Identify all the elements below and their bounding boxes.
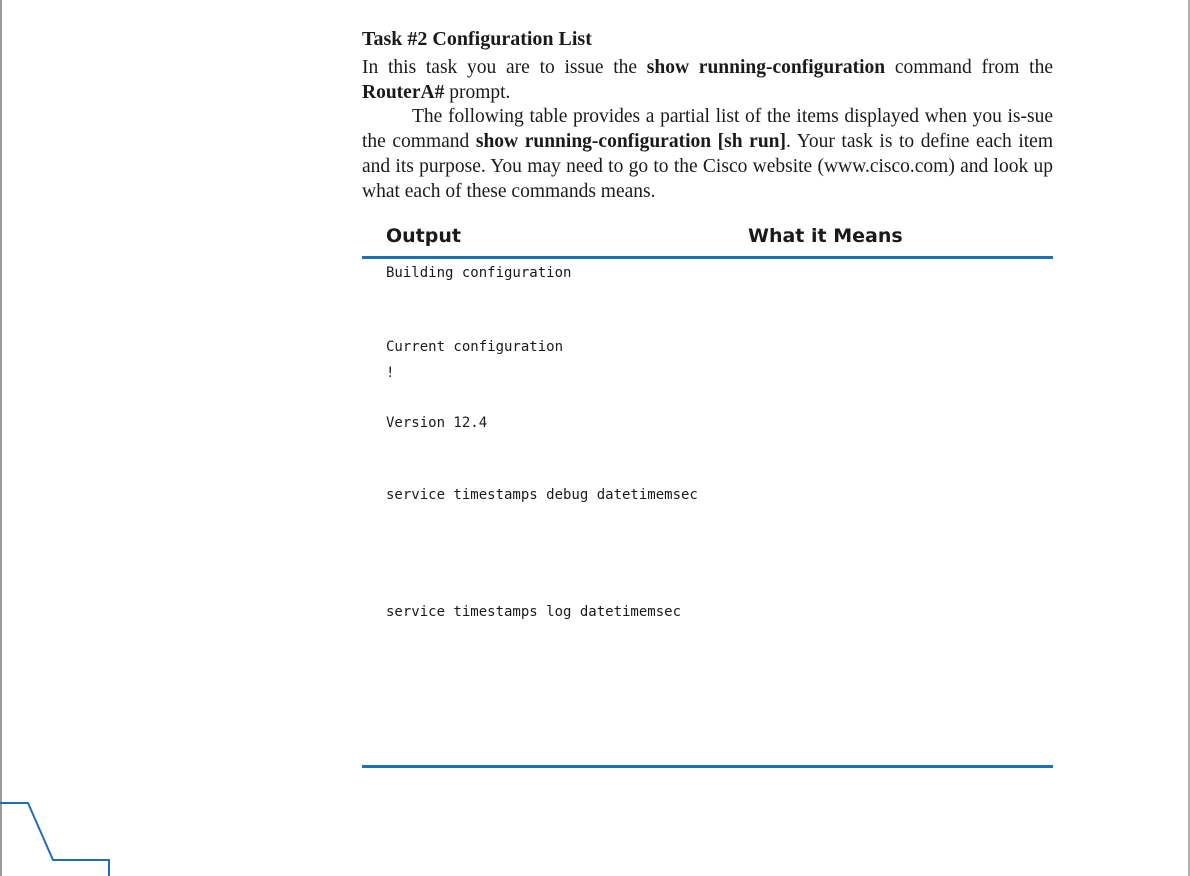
- column-header-what-it-means: What it Means: [748, 225, 903, 247]
- table-row-output: service timestamps debug datetimemsec: [386, 487, 698, 503]
- table-row-output: Version 12.4: [386, 415, 488, 431]
- task-heading: Task #2 Configuration List: [362, 28, 592, 50]
- task-section: [362, 26, 1053, 204]
- table-row-output: !: [386, 365, 395, 381]
- task-instructions-paragraph: [362, 105, 1053, 204]
- paragraph-text: In this task you are to issue the: [362, 57, 647, 78]
- corner-decoration: [0, 800, 112, 876]
- task-intro-paragraph: [362, 56, 1053, 105]
- config-table: [362, 220, 1053, 620]
- paragraph-text: command from the: [885, 57, 1053, 78]
- table-row-output: service timestamps log datetimemsec: [386, 604, 682, 620]
- table-bottom-rule: [362, 765, 1053, 768]
- table-row-output: Current configuration: [386, 339, 564, 355]
- paragraph-text: The following table provides a partial list of the items displayed when you is-sue the command: [362, 106, 1053, 153]
- bold-command-text: show running-configuration: [646, 57, 886, 78]
- table-row-output: Building configuration: [386, 265, 572, 281]
- bold-command-text: show running-configuration [sh run]: [475, 131, 786, 153]
- page-left-edge: [0, 0, 2, 876]
- paragraph-text: prompt.: [444, 81, 511, 103]
- bold-command-text: RouterA#: [362, 81, 445, 103]
- table-header: [362, 220, 1053, 259]
- column-header-output: Output: [386, 225, 461, 247]
- paragraph-text: . Your task is to define each item and its purpose. You may need to go to the Cisco website (www.cisco.com) and look up what each of these commands means.: [362, 131, 1053, 202]
